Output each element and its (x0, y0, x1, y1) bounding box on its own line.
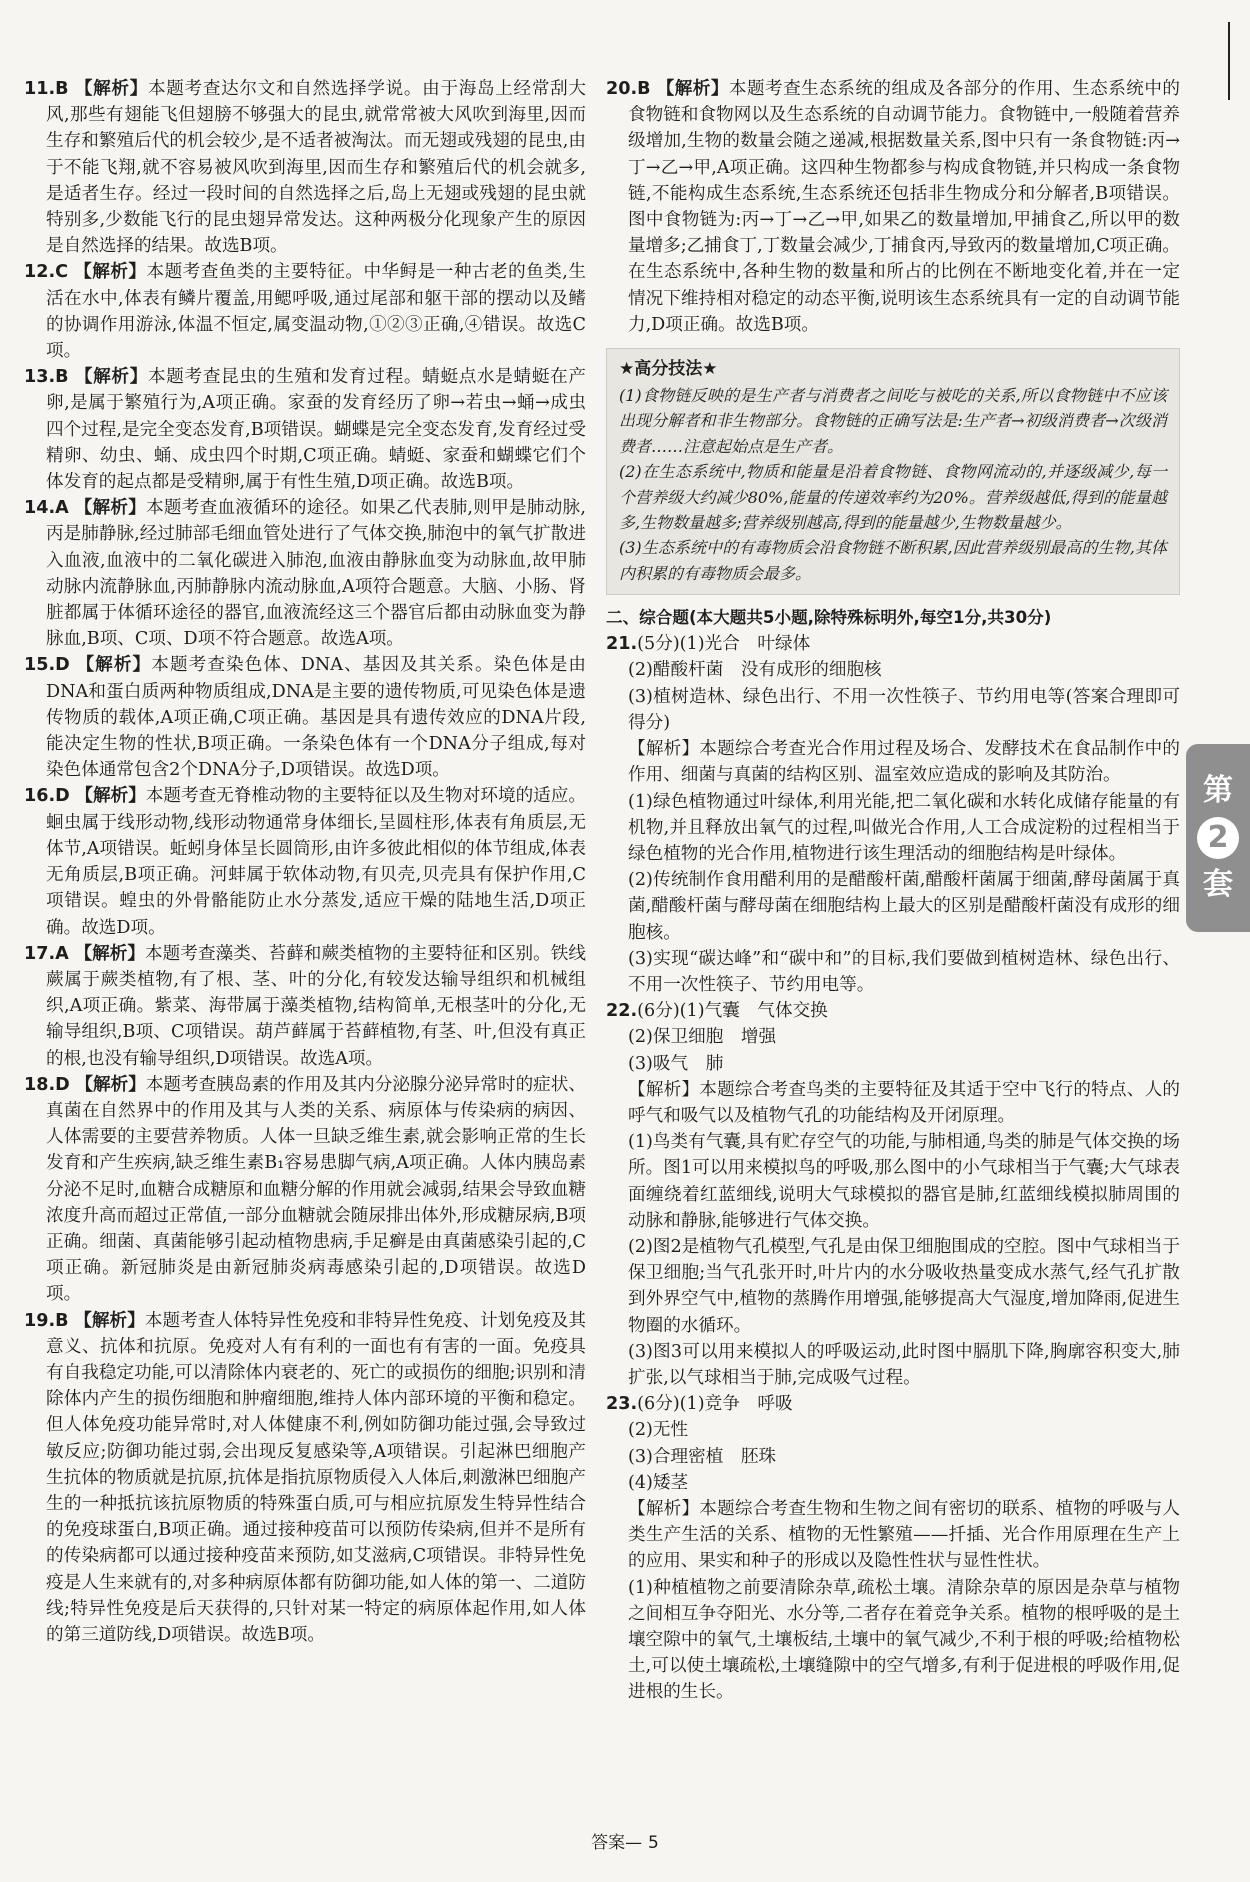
answer-21-line: (2)醋酸杆菌 没有成形的细胞核 (628, 660, 882, 681)
answer-21-analysis-para: (3)实现“碳达峰”和“碳中和”的目标,我们要做到植树造林、绿色出行、不用一次性筷子、节约用电等。 (628, 948, 1180, 995)
answer-16: 16.D 【解析】本题考查无脊椎动物的主要特征以及生物对环境的适应。蛔虫属于线形动物,线形动物通常身体细长,呈圆柱形,体表有角质层,无体节,A项错误。蚯蚓身体呈长圆筒形,由许多彼此相似的体节组成,体表无角质层,B项正确。河蚌属于软体动物,有贝壳,贝壳具有保护作用,C项错误。蝗虫的外骨骼能防止水分蒸发,适应干燥的陆地生活,D项正确。故选D项。 (24, 786, 586, 938)
answer-22-analysis-para: (3)图3可以用来模拟人的呼吸运动,此时图中膈肌下降,胸廓容积变大,肺扩张,以气球相当于肺,完成吸气过程。 (628, 1341, 1180, 1388)
tip-box (606, 348, 1180, 595)
answer-21: 21.(5分)(1)光合 叶绿体 (606, 634, 811, 655)
answer-13: 13.B 【解析】本题考查昆虫的生殖和发育过程。蜻蜓点水是蜻蜓在产卵,是属于繁殖行为,A项正确。家蚕的发育经历了卵→若虫→蛹→成虫四个过程,是完全变态发育,B项错误。蝴蝶是完全变态发育,发育经过受精卵、幼虫、蛹、成虫四个时期,C项正确。蜻蜓、家蚕和蝴蝶它们个体发育的起点都是受精卵,属于有性生殖,D项正确。故选B项。 (24, 367, 586, 493)
answer-22-analysis-para: (2)图2是植物气孔模型,气孔是由保卫细胞围成的空腔。图中气球相当于保卫细胞;当气孔张开时,叶片内的水分吸收热量变成水蒸气,经气孔扩散到外界空气中,植物的蒸腾作用增强,能够提高大气湿度,增加降雨,促进生物圈的水循环。 (628, 1236, 1180, 1336)
left-column (24, 76, 586, 1648)
top-right-rule (1228, 22, 1230, 100)
answer-23-line: (4)矮茎 (628, 1472, 689, 1493)
answer-18: 18.D 【解析】本题考查胰岛素的作用及其内分泌腺分泌异常时的症状、真菌在自然界中的作用及其与人类的关系、病原体与传染病的病因、人体需要的主要营养物质。人体一旦缺乏维生素,就会影响正常的生长发育和产生疾病,缺乏维生素B₁容易患脚气病,A项正确。人体内胰岛素分泌不足时,血糖合成糖原和血糖分解的作用就会减弱,结果会导致血糖浓度升高而超过正常值,一部分血糖就会随尿排出体外,形成糖尿病,B项正确。细菌、真菌能够引起动植物患病,手足癣是由真菌感染引起的,C项正确。新冠肺炎是由新冠肺炎病毒感染引起的,D项错误。故选D项。 (24, 1074, 586, 1305)
answer-19: 19.B 【解析】本题考查人体特异性免疫和非特异性免疫、计划免疫及其意义、抗体和抗原。免疫对人有有利的一面也有有害的一面。免疫具有自我稳定功能,可以清除体内衰老的、死亡的或损伤的细胞;识别和清除体内产生的损伤细胞和肿瘤细胞,维持人体内部环境的平衡和稳定。但人体免疫功能异常时,对人体健康不利,例如防御功能过强,会导致过敏反应;防御功能过弱,会出现反复感染等,A项错误。引起淋巴细胞产生抗体的物质就是抗原,抗体是指抗原物质侵入人体后,刺激淋巴细胞产生的一种抵抗该抗原物质的特殊蛋白质,可与相应抗原发生特异性结合的免疫球蛋白,B项正确。通过接种疫苗可以预防传染病,但并不是所有的传染病都可以通过接种疫苗来预防,如艾滋病,C项错误。非特异性免疫是人生来就有的,对多种病原体都有防御功能,如人体的第一、二道防线;特异性免疫是后天获得的,只针对某一特定的病原体起作用,如人体的第三道防线,D项错误。故选B项。 (24, 1310, 586, 1645)
tip-item: (3)生态系统中的有毒物质会沿食物链不断积累,因此营养级别最高的生物,其体内积累的有毒物质会最多。 (619, 538, 1167, 583)
answer-23-analysis-para: (1)种植植物之前要清除杂草,疏松土壤。清除杂草的原因是杂草与植物之间相互争夺阳光、水分等,二者存在着竞争关系。植物的根呼吸的是土壤空隙中的氧气,土壤板结,土壤中的氧气减少,不利于根的呼吸;给植物松土,可以使土壤疏松,土壤缝隙中的空气增多,有利于促进根的呼吸作用,促进根的生长。 (628, 1577, 1180, 1703)
tip-item: (1)食物链反映的是生产者与消费者之间吃与被吃的关系,所以食物链中不应该出现分解者和非生物部分。食物链的正确写法是:生产者→初级消费者→次级消费者……注意起始点是生产者。 (619, 386, 1167, 456)
right-column (606, 76, 1180, 1706)
answer-22-analysis: 【解析】本题综合考查鸟类的主要特征及其适于空中飞行的特点、人的呼气和吸气以及植物气孔的功能结构及开闭原理。 (628, 1079, 1180, 1126)
answer-11: 11.B 【解析】本题考查达尔文和自然选择学说。由于海岛上经常刮大风,那些有翅能飞但翅膀不够强大的昆虫,就常常被大风吹到海里,因而生存和繁殖后代的机会较少,是不适者被淘汰。而无翅或残翅的昆虫,由于不能飞翔,就不容易被风吹到海里,因而生存和繁殖后代的机会就多,是适者生存。经过一段时间的自然选择之后,岛上无翅或残翅的昆虫就特别多,少数能飞行的昆虫翅异常发达。这种两极分化现象产生的原因是自然选择的结果。故选B项。 (24, 79, 586, 257)
answer-20: 20.B 【解析】本题考查生态系统的组成及各部分的作用、生态系统中的食物链和食物网以及生态系统的自动调节能力。食物链中,一般随着营养级增加,生物的数量会随之递减,根据数量关系,图中只有一条食物链:丙→丁→乙→甲,A项正确。这四种生物都参与构成食物链,并只构成一条食物链,不能构成生态系统,生态系统还包括非生物成分和分解者,B项错误。图中食物链为:丙→丁→乙→甲,如果乙的数量增加,甲捕食乙,所以甲的数量增多;乙捕食丁,丁数量会减少,丁捕食丙,导致丙的数量增加,C项正确。在生态系统中,各种生物的数量和所占的比例在不断地变化着,并在一定情况下维持相对稳定的动态平衡,说明该生态系统具有一定的自动调节能力,D项正确。故选B项。 (606, 79, 1180, 335)
tip-title: ★高分技法★ (619, 359, 718, 380)
section-heading: 二、综合题(本大题共5小题,除特殊标明外,每空1分,共30分) (606, 608, 1052, 628)
answer-21-analysis-para: (2)传统制作食用醋利用的是醋酸杆菌,醋酸杆菌属于细菌,酵母菌属于真菌,醋酸杆菌与酵母菌在细胞结构上最大的区别是醋酸杆菌没有成形的细胞核。 (628, 870, 1180, 943)
answer-15: 15.D 【解析】本题考查染色体、DNA、基因及其关系。染色体是由DNA和蛋白质两种物质组成,DNA是主要的遗传物质,可见染色体是遗传物质的载体,A项正确,C项正确。基因是具有遗传效应的DNA片段,能决定生物的性状,B项正确。一条染色体有一个DNA分子组成,每对染色体通常包含2个DNA分子,D项错误。故选D项。 (24, 655, 586, 781)
answer-22-line: (3)吸气 肺 (628, 1053, 724, 1074)
answer-23-line: (3)合理密植 胚珠 (628, 1446, 777, 1467)
answer-23-line: (2)无性 (628, 1420, 689, 1441)
footer-label: 答案— (591, 1833, 643, 1853)
answer-22: 22.(6分)(1)气囊 气体交换 (606, 1001, 828, 1022)
answer-23-analysis: 【解析】本题综合考查生物和生物之间有密切的联系、植物的呼吸与人类生产生活的关系、植物的无性繁殖——扦插、光合作用原理在生产上的应用、果实和种子的形成以及隐性性状与显性性状。 (628, 1498, 1180, 1572)
answer-21-analysis-para: (1)绿色植物通过叶绿体,利用光能,把二氧化碳和水转化成储存能量的有机物,并且释放出氧气的过程,叫做光合作用,人工合成淀粉的过程相当于绿色植物的光合作用,植物进行该生理活动的细胞结构是叶绿体。 (628, 791, 1180, 864)
answer-14: 14.A 【解析】本题考查血液循环的途径。如果乙代表肺,则甲是肺动脉,丙是肺静脉,经过肺部毛细血管处进行了气体交换,肺泡中的氧气扩散进入血液,血液中的二氧化碳进入肺泡,血液由静脉血变为动脉血,故甲肺动脉内流静脉血,丙肺静脉内流动脉血,A项符合题意。大脑、小肠、肾脏都属于体循环途径的器官,血液流经这三个器官后都由动脉血变为静脉血,B项、C项、D项不符合题意。故选A项。 (24, 498, 586, 650)
answer-22-analysis-para: (1)鸟类有气囊,具有贮存空气的功能,与肺相通,鸟类的肺是气体交换的场所。图1可以用来模拟鸟的呼吸,那么图中的小气球相当于气囊;大气球表面缠绕着红蓝细线,说明大气球模拟的器官是肺,红蓝细线模拟肺周围的动脉和静脉,能够进行气体交换。 (628, 1132, 1180, 1231)
page-number: 5 (648, 1833, 659, 1853)
answer-12: 12.C 【解析】本题考查鱼类的主要特征。中华鲟是一种古老的鱼类,生活在水中,体表有鳞片覆盖,用鳃呼吸,通过尾部和躯干部的摆动以及鳍的协调作用游泳,体温不恒定,属变温动物,①②③正确,④错误。故选C项。 (24, 262, 586, 362)
tab-char-tao: 套 (1203, 867, 1233, 902)
answer-21-line: (3)植树造林、绿色出行、不用一次性筷子、节约用电等(答案合理即可得分) (628, 686, 1180, 733)
tab-number: 2 (1197, 817, 1239, 859)
answer-17: 17.A 【解析】本题考查藻类、苔藓和蕨类植物的主要特征和区别。铁线蕨属于蕨类植物,有了根、茎、叶的分化,有较发达输导组织和机械组织,A项正确。紫菜、海带属于藻类植物,结构简单,无根茎叶的分化,无输导组织,B项、C项错误。葫芦藓属于苔藓植物,有茎、叶,但没有真正的根,也没有输导组织,D项错误。故选A项。 (24, 943, 586, 1069)
page-footer (0, 1828, 1250, 1853)
answer-21-analysis: 【解析】本题综合考查光合作用过程及场合、发酵技术在食品制作中的作用、细菌与真菌的结构区别、温室效应造成的影响及其防治。 (628, 739, 1180, 786)
tab-char-di: 第 (1203, 773, 1233, 808)
answer-23: 23.(6分)(1)竞争 呼吸 (606, 1394, 793, 1415)
set-number-tab (1186, 744, 1250, 932)
tip-item: (2)在生态系统中,物质和能量是沿着食物链、食物网流动的,并逐级减少,每一个营养级大约减少80%,能量的传递效率约为20%。营养级越低,得到的能量越多,生物数量越多;营养级别越高,得到的能量越少,生物数量越少。 (619, 462, 1167, 533)
answer-22-line: (2)保卫细胞 增强 (628, 1027, 777, 1048)
